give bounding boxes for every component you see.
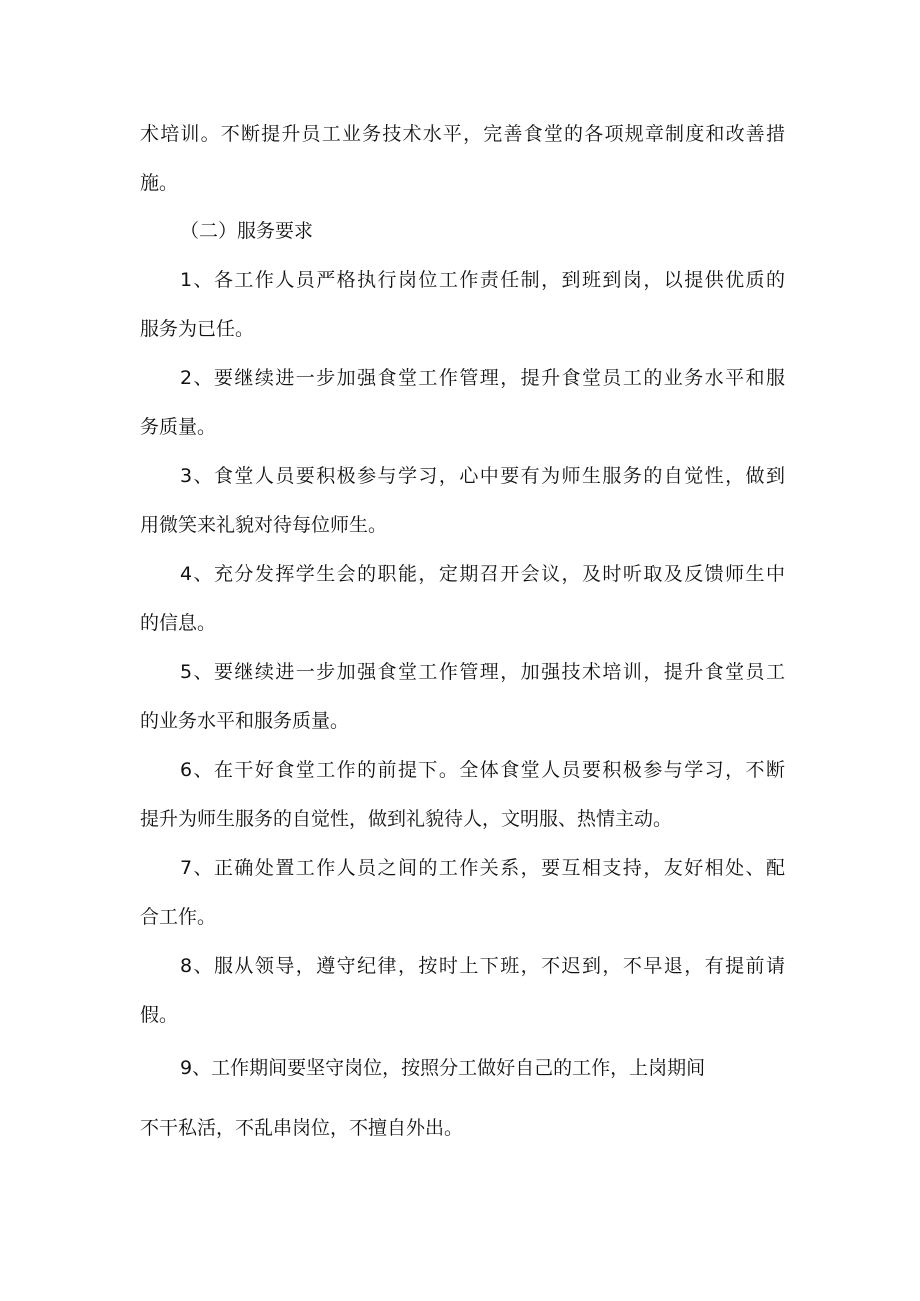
list-item-3: 3、食堂人员要积极参与学习，心中要有为师生服务的自觉性，做到 — [180, 465, 785, 487]
list-item-4: 4、充分发挥学生会的职能，定期召开会议，及时听取及反馈师生中 — [180, 563, 785, 585]
list-item-7-cont: 合工作。 — [140, 906, 217, 928]
list-item-3-cont: 用微笑来礼貌对待每位师生。 — [140, 514, 388, 536]
list-item-5: 5、要继续进一步加强食堂工作管理，加强技术培训，提升食堂员工 — [180, 661, 785, 683]
list-item-6-cont: 提升为师生服务的自觉性，做到礼貌待人，文明服、热情主动。 — [140, 808, 673, 830]
paragraph-line: 施。 — [140, 172, 179, 194]
section-heading: （二）服务要求 — [180, 220, 314, 242]
list-item-4-cont: 的信息。 — [140, 612, 217, 634]
list-item-1: 1、各工作人员严格执行岗位工作责任制，到班到岗，以提供优质的 — [180, 269, 785, 291]
list-item-8: 8、服从领导，遵守纪律，按时上下班，不迟到，不早退，有提前请 — [180, 955, 785, 977]
list-item-7: 7、正确处置工作人员之间的工作关系，要互相支持，友好相处、配 — [180, 857, 785, 879]
list-item-9-cont: 不干私活，不乱串岗位，不擅自外出。 — [140, 1117, 464, 1139]
list-item-5-cont: 的业务水平和服务质量。 — [140, 710, 350, 732]
list-item-2: 2、要继续进一步加强食堂工作管理，提升食堂员工的业务水平和服 — [180, 367, 785, 389]
list-item-1-cont: 服务为已任。 — [140, 318, 255, 340]
paragraph-line: 术培训。不断提升员工业务技术水平，完善食堂的各项规章制度和改善措 — [140, 123, 785, 145]
list-item-2-cont: 务质量。 — [140, 416, 217, 438]
list-item-6: 6、在干好食堂工作的前提下。全体食堂人员要积极参与学习，不断 — [180, 759, 785, 781]
list-item-9: 9、工作期间要坚守岗位，按照分工做好自己的工作，上岗期间 — [180, 1057, 706, 1079]
list-item-8-cont: 假。 — [140, 1004, 179, 1026]
